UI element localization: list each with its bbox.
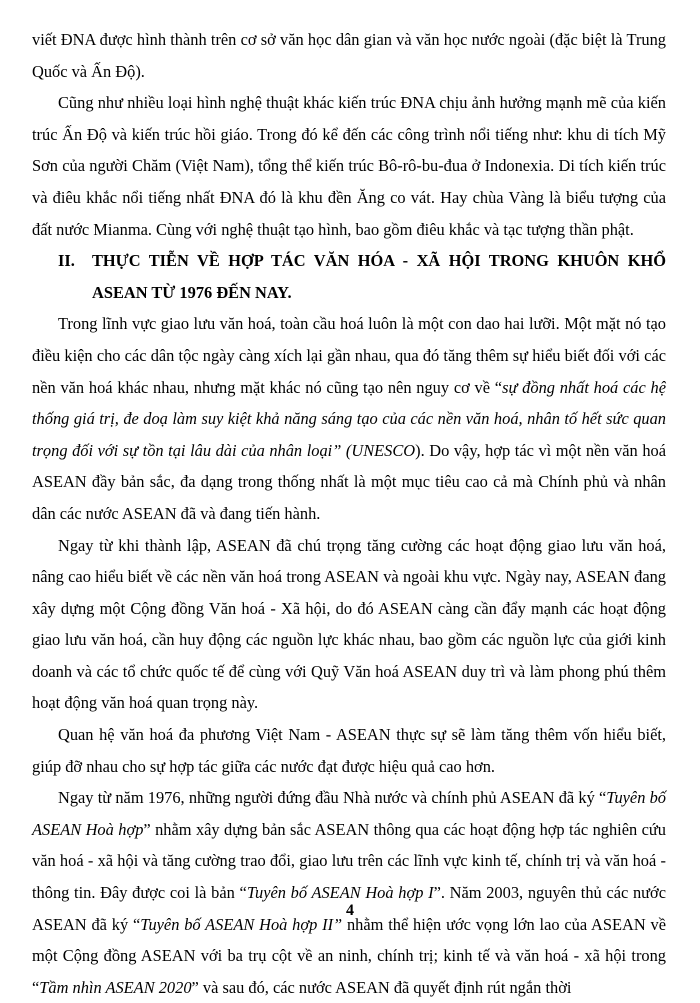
text-run: Trong lĩnh vực giao lưu văn hoá, toàn cầu hoá luôn là một con dao hai lưỡi. Một mặt nó tạo điều kiện cho các dân tộc ngày càng xích lại gần nhau, qua đó tăng thêm sự hiểu biết đối với các nền văn hoá khác nhau, nhưng mặt khác nó cũng tạo nên nguy cơ về “ [32, 314, 666, 397]
vision-title: Tầm nhìn ASEAN 2020 [39, 977, 192, 997]
paragraph-globalization [32, 308, 666, 529]
text-run: ” nhằm xây dựng bản sắc ASEAN thông qua các hoạt động hợp tác nghiên cứu văn hoá - xã hội và tăng cường trao đổi, giao lưu trên các lĩnh vực kinh tế, chính trị và văn hoá - thông tin. Đây được coi là bản “ [32, 819, 666, 903]
text-run: ). Do vậy, hợp tác vì một nền văn hoá ASEAN đầy bản sắc, đa dạng trong thống nhất là một mục tiêu cao cả mà Chính phủ và nhân dân các nước ASEAN đã và đang tiến hành. [32, 440, 666, 523]
declaration-title: Tuyên bố ASEAN Hoà hợp II” [140, 914, 343, 934]
text-run: nhằm thể hiện ước vọng lớn lao của ASEAN về một Cộng đồng ASEAN với ba trụ cột về an ninh, chính trị; kinh tế và văn hoá - xã hội trong “ [32, 914, 666, 997]
page-number: 4 [346, 902, 354, 919]
paragraph-architecture: Cũng như nhiều loại hình nghệ thuật khác kiến trúc ĐNA chịu ảnh hưởng mạnh mẽ của kiến trúc Ấn Độ và kiến trúc hồi giáo. Trong đó kể đến các công trình nổi tiếng như: khu di tích Mỹ Sơn của người Chăm (Việt Nam), tổng thể kiến trúc Bô-rô-bu-đua ở Indonexia. Di tích kiến trúc và điêu khắc nổi tiếng nhất ĐNA đó là khu đền Ăng co vát. Hay chùa Vàng là biểu tượng của đất nước Mianma. Cùng với nghệ thuật tạo hình, bao gồm điêu khắc và tạc tượng thần phật. [32, 93, 666, 239]
paragraph-declarations [32, 782, 666, 1003]
paragraph-founding: Ngay từ khi thành lập, ASEAN đã chú trọng tăng cường các hoạt động giao lưu văn hoá, nâng cao hiểu biết về các nền văn hoá trong ASEAN và ngoài khu vực. Ngày nay, ASEAN đang xây dựng một Cộng đồng Văn hoá - Xã hội, do đó ASEAN càng cần đẩy mạnh các hoạt động giao lưu văn hoá, cần huy động các nguồn lực khác nhau, bao gồm các nguồn lực của giới kinh doanh và các tổ chức quốc tế để cùng với Quỹ Văn hoá ASEAN duy trì và làm phong phú thêm hoạt động văn hoá quan trọng này. [32, 535, 666, 713]
text-run: ” và sau đó, các nước ASEAN đã quyết định rút ngắn thời [191, 977, 572, 997]
section-title: THỰC TIỄN VỀ HỢP TÁC VĂN HÓA - XÃ HỘI TRONG KHUÔN KHỔ ASEAN TỪ 1976 ĐẾN NAY. [92, 251, 666, 302]
declaration-title: Tuyên bố ASEAN Hoà hợp [32, 788, 666, 839]
document-page [32, 24, 666, 1003]
unesco-quote: sự đồng nhất hoá các hệ thống giá trị, đe doạ làm suy kiệt khả năng sáng tạo của các nền văn hoá, nhân tố hết sức quan trọng đối với sự tồn tại lâu dài của nhân loại” (UNESCO [32, 377, 666, 460]
paragraph-vietnam-asean: Quan hệ văn hoá đa phương Việt Nam - ASEAN thực sự sẽ làm tăng thêm vốn hiểu biết, giúp đỡ nhau cho sự hợp tác giữa các nước đạt được hiệu quả cao hơn. [32, 725, 666, 776]
section-number: II. [58, 251, 75, 271]
declaration-title: Tuyên bố ASEAN Hoà hợp I [246, 883, 434, 903]
text-run: Ngay từ năm 1976, những người đứng đầu Nhà nước và chính phủ ASEAN đã ký “ [58, 788, 607, 808]
section-heading [32, 245, 666, 308]
paragraph-continuation: viết ĐNA được hình thành trên cơ sở văn học dân gian và văn học nước ngoài (đặc biệt là Trung Quốc và Ấn Độ). [32, 30, 666, 81]
text-run: ”. Năm 2003, nguyên thủ các nước ASEAN đã ký “ [32, 883, 666, 934]
